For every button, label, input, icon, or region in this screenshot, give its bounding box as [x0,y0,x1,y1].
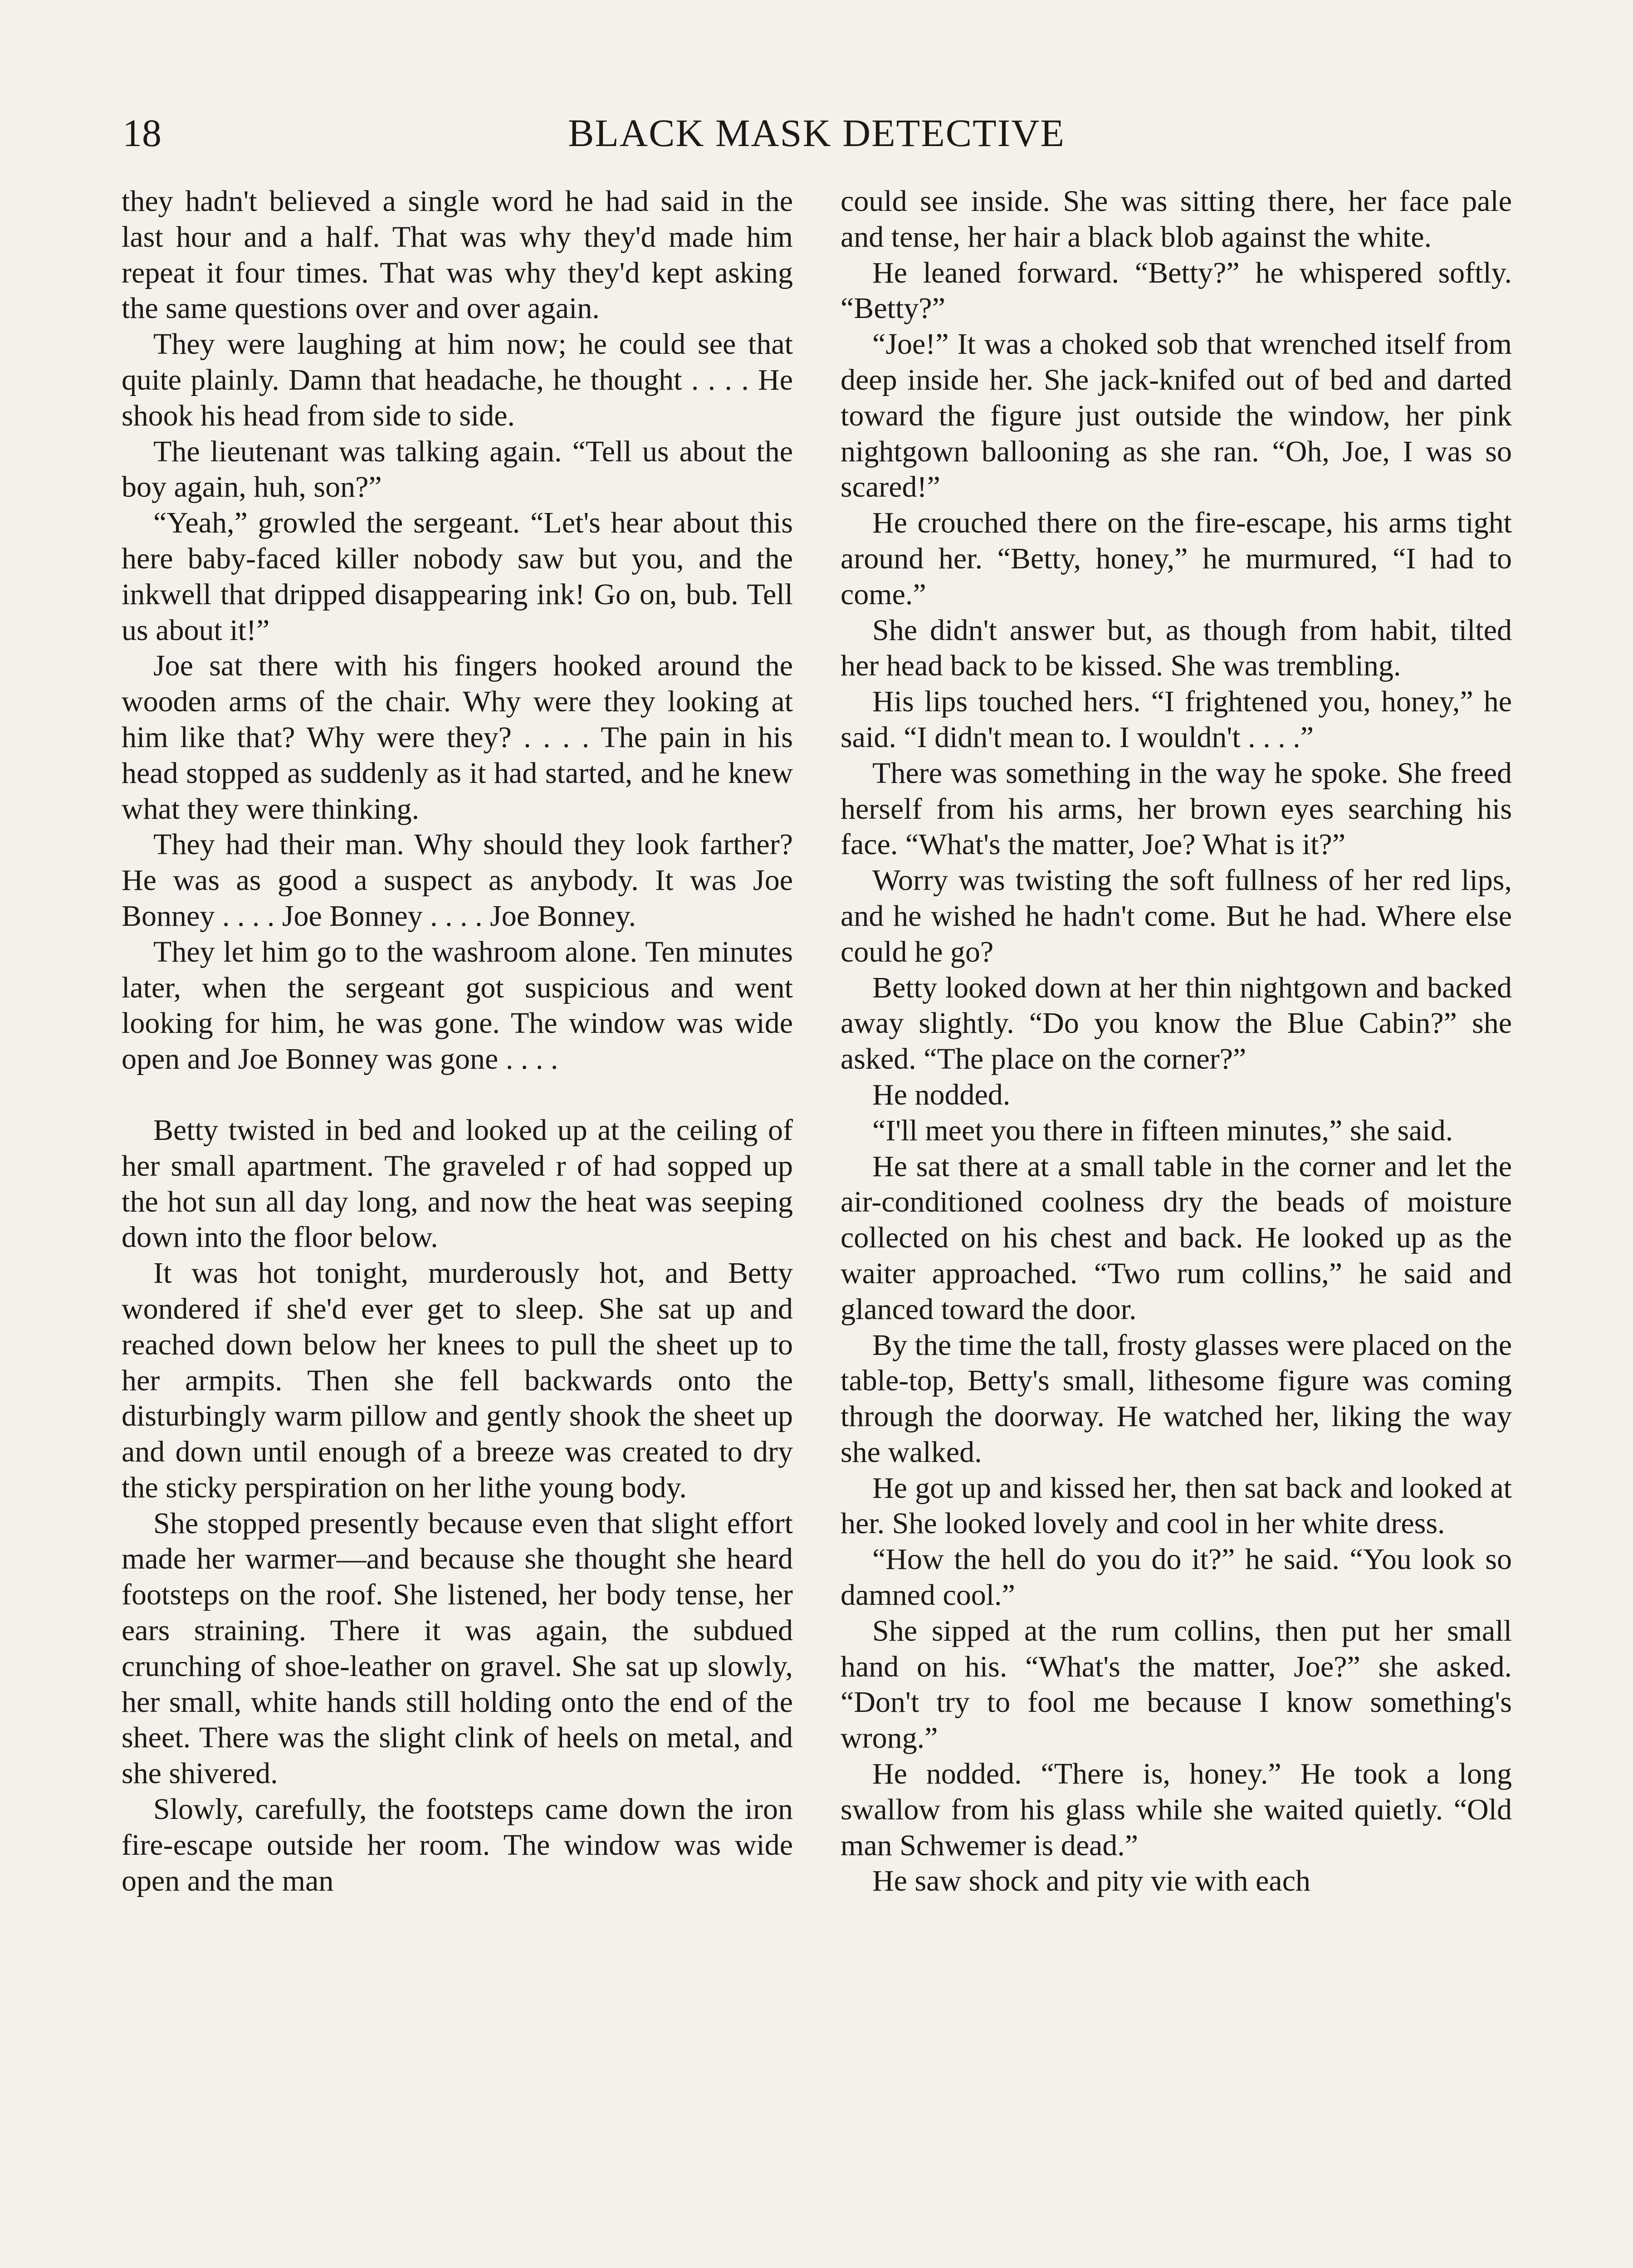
paragraph: He nodded. [872,1078,1011,1111]
paragraph: He sat there at a small table in the corner and let the air-conditioned coolness dry the beads of moisture collected on his chest and back. He looked up as the waiter approached. “Two rum collins,” he said and glanced toward the door. [841,1149,1512,1326]
paragraph: Joe sat there with his fingers hooked around the wooden arms of the chair. Why were they looking at him like that? Why were they? . . . . The pain in his head stopped as suddenly as it had started, and he knew what they were thinking. [122,649,793,826]
paragraph: they hadn't believed a single word he had said in the last hour and a half. That was why they'd made him repeat it four times. That was why they'd kept asking the same questions over and over again. [122,185,793,325]
paragraph: She sipped at the rum collins, then put her small hand on his. “What's the matter, Joe?” she asked. “Don't try to fool me because I know something's wrong.” [841,1614,1512,1755]
paragraph: “How the hell do you do it?” he said. “You look so damned cool.” [841,1543,1512,1612]
running-head: BLACK MASK DETECTIVE [568,111,1065,155]
paragraph: could see inside. She was sitting there, her face pale and tense, her hair a black blob against the white. [841,185,1512,254]
paragraph: His lips touched hers. “I frightened you, honey,” he said. “I didn't mean to. I wouldn't . . . .” [841,685,1512,754]
paragraph: He saw shock and pity vie with each [872,1864,1310,1898]
paragraph: He crouched there on the fire-escape, his arms tight around her. “Betty, honey,” he murmured, “I had to come.” [841,506,1512,611]
paragraph: Slowly, carefully, the footsteps came down the iron fire-escape outside her room. The window was wide open and the man [122,1793,793,1897]
paragraph: She didn't answer but, as though from habit, tilted her head back to be kissed. She was trembling. [841,613,1512,683]
paragraph: She stopped presently because even that slight effort made her warmer—and because she thought she heard footsteps on the roof. She listened, her body tense, her ears straining. There it was again, the subdued crunching of shoe-leather on gravel. She sat up slowly, her small, white hands still holding onto the end of the sheet. There was the slight clink of heels on metal, and she shivered. [122,1506,793,1790]
paragraph: There was something in the way he spoke. She freed herself from his arms, her brown eyes searching his face. “What's the matter, Joe? What is it?” [841,756,1512,861]
paragraph: Worry was twisting the soft fullness of her red lips, and he wished he hadn't come. But he had. Where else could he go? [841,864,1512,968]
paragraph: By the time the tall, frosty glasses were placed on the table-top, Betty's small, lithesome figure was coming through the doorway. He watched her, liking the way she walked. [841,1328,1512,1469]
left-column [122,184,793,1899]
paragraph: “I'll meet you there in fifteen minutes,” she said. [872,1114,1453,1147]
paragraph: Betty looked down at her thin nightgown and backed away slightly. “Do you know the Blue Cabin?” she asked. “The place on the corner?” [841,971,1512,1076]
paragraph: He nodded. “There is, honey.” He took a long swallow from his glass while she waited quietly. “Old man Schwemer is dead.” [841,1757,1512,1862]
paragraph: They were laughing at him now; he could see that quite plainly. Damn that headache, he thought . . . . He shook his head from side to side. [122,327,793,432]
paragraph: He leaned forward. “Betty?” he whispered softly. “Betty?” [841,256,1512,325]
paragraph: Betty twisted in bed and looked up at the ceiling of her small apartment. The graveled r of had sopped up the hot sun all day long, and now the heat was seeping down into the floor below. [122,1113,793,1254]
paragraph: He got up and kissed her, then sat back and looked at her. She looked lovely and cool in her white dress. [841,1471,1512,1540]
paragraph: They had their man. Why should they look farther? He was as good a suspect as anybody. It was Joe Bonney . . . . Joe Bonney . . . . Joe Bonney. [122,828,793,933]
paragraph: They let him go to the washroom alone. Ten minutes later, when the sergeant got suspicious and went looking for him, he was gone. The window was wide open and Joe Bonney was gone . . . . [122,935,793,1076]
paragraph: “Yeah,” growled the sergeant. “Let's hear about this here baby-faced killer nobody saw but you, and the inkwell that dripped disappearing ink! Go on, bub. Tell us about it!” [122,506,793,647]
paragraph: The lieutenant was talking again. “Tell us about the boy again, huh, son?” [122,435,793,504]
paragraph: “Joe!” It was a choked sob that wrenched itself from deep inside her. She jack-knifed out of bed and darted toward the figure just outside the window, her pink nightgown ballooning as she ran. “Oh, Joe, I was so scared!” [841,327,1512,504]
right-column [841,184,1512,1899]
page-number: 18 [122,111,161,155]
paragraph: It was hot tonight, murderously hot, and Betty wondered if she'd ever get to sleep. She sat up and reached down below her knees to pull the sheet up to her armpits. Then she fell backwards onto the disturbingly warm pillow and gently shook the sheet up and down until enough of a breeze was created to dry the sticky perspiration on her lithe young body. [122,1256,793,1504]
